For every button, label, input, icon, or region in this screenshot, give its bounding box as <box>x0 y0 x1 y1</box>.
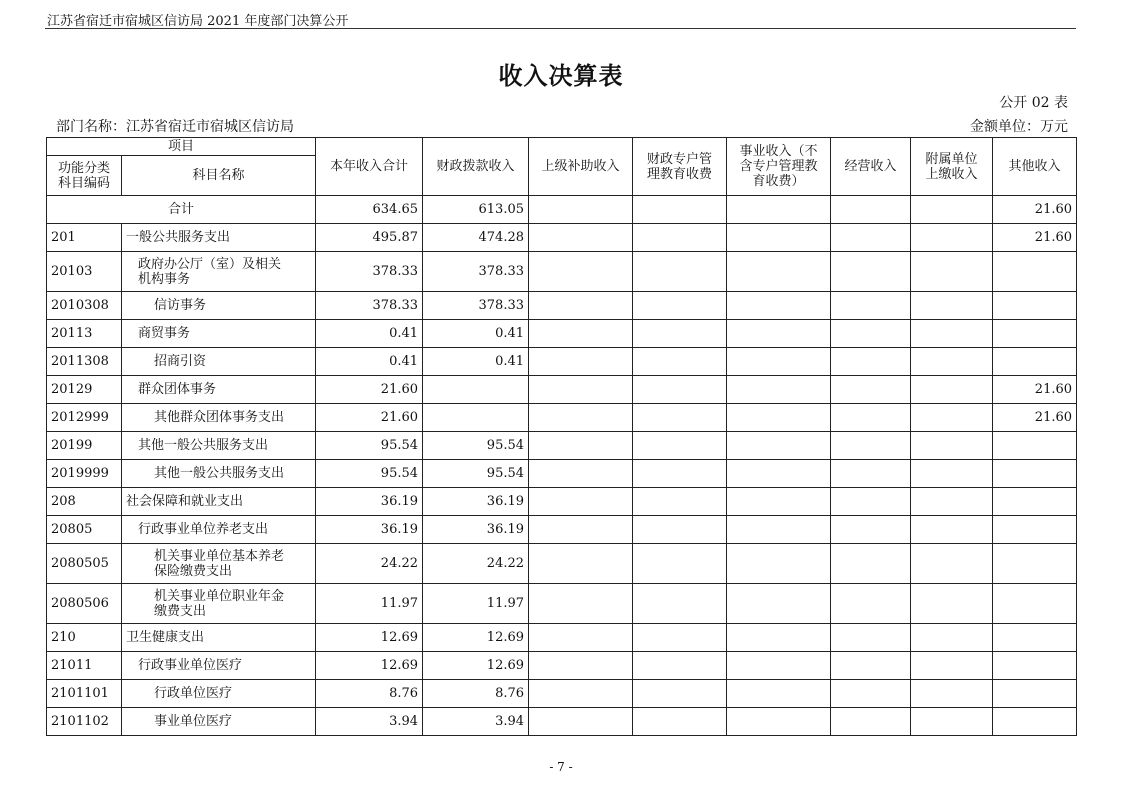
cell-fiscal: 0.41 <box>423 348 529 376</box>
cell-code: 20113 <box>47 320 122 348</box>
cell-total: 21.60 <box>316 376 423 404</box>
cell-code: 201 <box>47 224 122 252</box>
cell-superior <box>529 584 633 624</box>
cell-total: 8.76 <box>316 680 423 708</box>
cell-operating <box>831 516 911 544</box>
cell-code: 2019999 <box>47 460 122 488</box>
cell-other <box>993 348 1077 376</box>
table-row <box>47 544 1077 584</box>
cell-code: 210 <box>47 624 122 652</box>
cell-total: 24.22 <box>316 544 423 584</box>
cell-total: 95.54 <box>316 460 423 488</box>
cell-fiscal: 378.33 <box>423 252 529 292</box>
cell-superior <box>529 624 633 652</box>
cell-superior <box>529 196 633 224</box>
cell-other <box>993 584 1077 624</box>
cell-affiliated <box>911 652 993 680</box>
cell-superior <box>529 652 633 680</box>
cell-code: 208 <box>47 488 122 516</box>
cell-affiliated <box>911 544 993 584</box>
cell-business <box>727 516 831 544</box>
cell-affiliated <box>911 624 993 652</box>
cell-superior <box>529 376 633 404</box>
header-other: 其他收入 <box>993 138 1077 196</box>
header-edu-fee: 财政专户管 理教育收费 <box>633 138 727 196</box>
table-row <box>47 292 1077 320</box>
header-fiscal: 财政拨款收入 <box>423 138 529 196</box>
data-rows <box>47 224 1077 736</box>
cell-edu-fee <box>633 196 727 224</box>
cell-edu-fee <box>633 544 727 584</box>
cell-code: 21011 <box>47 652 122 680</box>
cell-fiscal: 36.19 <box>423 488 529 516</box>
header-affiliated: 附属单位 上缴收入 <box>911 138 993 196</box>
table-row <box>47 252 1077 292</box>
cell-business <box>727 320 831 348</box>
cell-affiliated <box>911 376 993 404</box>
cell-other <box>993 680 1077 708</box>
cell-operating <box>831 196 911 224</box>
cell-business <box>727 488 831 516</box>
cell-affiliated <box>911 708 993 736</box>
cell-subject-name: 政府办公厅（室）及相关 机构事务 <box>122 252 316 292</box>
cell-superior <box>529 404 633 432</box>
cell-affiliated <box>911 320 993 348</box>
cell-affiliated <box>911 196 993 224</box>
cell-other: 21.60 <box>993 196 1077 224</box>
cell-subject-name: 商贸事务 <box>122 320 316 348</box>
cell-superior <box>529 224 633 252</box>
cell-fiscal: 3.94 <box>423 708 529 736</box>
cell-total: 0.41 <box>316 320 423 348</box>
cell-total: 0.41 <box>316 348 423 376</box>
header-subject-name: 科目名称 <box>122 156 316 196</box>
table-row <box>47 624 1077 652</box>
cell-business <box>727 652 831 680</box>
cell-business <box>727 624 831 652</box>
cell-code: 20805 <box>47 516 122 544</box>
income-table <box>46 137 1077 736</box>
cell-subject-name: 机关事业单位职业年金 缴费支出 <box>122 584 316 624</box>
cell-other <box>993 460 1077 488</box>
cell-other: 21.60 <box>993 376 1077 404</box>
cell-other <box>993 432 1077 460</box>
cell-other <box>993 252 1077 292</box>
cell-affiliated <box>911 516 993 544</box>
cell-superior <box>529 544 633 584</box>
table-row <box>47 432 1077 460</box>
cell-subject-name: 其他一般公共服务支出 <box>122 432 316 460</box>
cell-fiscal: 8.76 <box>423 680 529 708</box>
cell-other <box>993 544 1077 584</box>
cell-business <box>727 292 831 320</box>
cell-code: 20103 <box>47 252 122 292</box>
cell-affiliated <box>911 348 993 376</box>
cell-fiscal: 95.54 <box>423 432 529 460</box>
cell-edu-fee <box>633 432 727 460</box>
cell-operating <box>831 224 911 252</box>
page-title: 收入决算表 <box>498 61 624 90</box>
cell-total: 495.87 <box>316 224 423 252</box>
cell-fiscal: 11.97 <box>423 584 529 624</box>
cell-edu-fee <box>633 460 727 488</box>
cell-code: 2012999 <box>47 404 122 432</box>
cell-total: 36.19 <box>316 488 423 516</box>
cell-fiscal: 474.28 <box>423 224 529 252</box>
cell-other <box>993 708 1077 736</box>
cell-superior <box>529 516 633 544</box>
table-row <box>47 652 1077 680</box>
running-header: 江苏省宿迁市宿城区信访局 2021 年度部门决算公开 <box>47 14 349 29</box>
cell-other <box>993 516 1077 544</box>
cell-fiscal: 12.69 <box>423 624 529 652</box>
header-rule <box>45 28 1076 29</box>
cell-operating <box>831 432 911 460</box>
header-superior: 上级补助收入 <box>529 138 633 196</box>
cell-total: 634.65 <box>316 196 423 224</box>
cell-affiliated <box>911 488 993 516</box>
amount-unit: 金额单位：万元 <box>970 119 1068 135</box>
cell-total: 21.60 <box>316 404 423 432</box>
cell-superior <box>529 488 633 516</box>
cell-subject-name: 社会保障和就业支出 <box>122 488 316 516</box>
table-row <box>47 460 1077 488</box>
cell-superior <box>529 292 633 320</box>
cell-affiliated <box>911 584 993 624</box>
header-total-income: 本年收入合计 <box>316 138 423 196</box>
cell-business <box>727 224 831 252</box>
cell-operating <box>831 460 911 488</box>
cell-other <box>993 488 1077 516</box>
cell-other <box>993 320 1077 348</box>
cell-superior <box>529 708 633 736</box>
cell-edu-fee <box>633 708 727 736</box>
cell-operating <box>831 376 911 404</box>
cell-subject-name: 其他一般公共服务支出 <box>122 460 316 488</box>
cell-operating <box>831 708 911 736</box>
cell-fiscal: 613.05 <box>423 196 529 224</box>
cell-operating <box>831 320 911 348</box>
cell-subject-name: 信访事务 <box>122 292 316 320</box>
table-row <box>47 376 1077 404</box>
cell-total: 3.94 <box>316 708 423 736</box>
cell-edu-fee <box>633 652 727 680</box>
cell-superior <box>529 252 633 292</box>
cell-superior <box>529 320 633 348</box>
cell-code: 2101101 <box>47 680 122 708</box>
cell-affiliated <box>911 404 993 432</box>
cell-operating <box>831 252 911 292</box>
table-row <box>47 708 1077 736</box>
cell-fiscal: 24.22 <box>423 544 529 584</box>
cell-total: 12.69 <box>316 624 423 652</box>
cell-fiscal: 0.41 <box>423 320 529 348</box>
cell-edu-fee <box>633 624 727 652</box>
page-number: - 7 - <box>549 760 573 774</box>
cell-other <box>993 292 1077 320</box>
cell-code: 2011308 <box>47 348 122 376</box>
cell-edu-fee <box>633 292 727 320</box>
cell-edu-fee <box>633 404 727 432</box>
cell-total: 378.33 <box>316 292 423 320</box>
cell-other <box>993 624 1077 652</box>
header-project: 项目 <box>47 138 316 156</box>
cell-other <box>993 652 1077 680</box>
table-row <box>47 584 1077 624</box>
cell-business <box>727 680 831 708</box>
cell-total: 378.33 <box>316 252 423 292</box>
cell-business <box>727 376 831 404</box>
cell-edu-fee <box>633 252 727 292</box>
table-row <box>47 680 1077 708</box>
cell-edu-fee <box>633 516 727 544</box>
cell-superior <box>529 348 633 376</box>
cell-code: 2080506 <box>47 584 122 624</box>
cell-subject-name: 事业单位医疗 <box>122 708 316 736</box>
cell-edu-fee <box>633 320 727 348</box>
cell-total: 36.19 <box>316 516 423 544</box>
cell-subject-name: 招商引资 <box>122 348 316 376</box>
cell-subject-name: 机关事业单位基本养老 保险缴费支出 <box>122 544 316 584</box>
cell-business <box>727 432 831 460</box>
cell-fiscal <box>423 376 529 404</box>
cell-other: 21.60 <box>993 224 1077 252</box>
table-row <box>47 516 1077 544</box>
cell-affiliated <box>911 252 993 292</box>
header-func-code: 功能分类 科目编码 <box>47 156 122 196</box>
cell-total: 11.97 <box>316 584 423 624</box>
cell-fiscal <box>423 404 529 432</box>
cell-affiliated <box>911 460 993 488</box>
cell-business <box>727 708 831 736</box>
cell-affiliated <box>911 224 993 252</box>
cell-operating <box>831 544 911 584</box>
cell-edu-fee <box>633 680 727 708</box>
cell-code: 20129 <box>47 376 122 404</box>
cell-subject-name: 其他群众团体事务支出 <box>122 404 316 432</box>
cell-subject-name: 一般公共服务支出 <box>122 224 316 252</box>
table-row <box>47 404 1077 432</box>
table-row <box>47 224 1077 252</box>
cell-subject-name: 群众团体事务 <box>122 376 316 404</box>
cell-business <box>727 252 831 292</box>
cell-business <box>727 196 831 224</box>
cell-business <box>727 404 831 432</box>
cell-subject-name: 卫生健康支出 <box>122 624 316 652</box>
cell-fiscal: 95.54 <box>423 460 529 488</box>
cell-operating <box>831 624 911 652</box>
cell-edu-fee <box>633 348 727 376</box>
cell-edu-fee <box>633 488 727 516</box>
total-row <box>47 196 1077 224</box>
cell-operating <box>831 584 911 624</box>
cell-code: 2101102 <box>47 708 122 736</box>
cell-operating <box>831 348 911 376</box>
header-operating: 经营收入 <box>831 138 911 196</box>
table-row <box>47 488 1077 516</box>
cell-code: 2080505 <box>47 544 122 584</box>
cell-edu-fee <box>633 376 727 404</box>
cell-total: 95.54 <box>316 432 423 460</box>
table-code: 公开 02 表 <box>999 95 1068 111</box>
cell-affiliated <box>911 680 993 708</box>
cell-superior <box>529 680 633 708</box>
cell-edu-fee <box>633 584 727 624</box>
cell-subject-name: 行政事业单位医疗 <box>122 652 316 680</box>
cell-operating <box>831 292 911 320</box>
cell-subject-name: 行政单位医疗 <box>122 680 316 708</box>
cell-operating <box>831 404 911 432</box>
cell-business <box>727 584 831 624</box>
cell-fiscal: 36.19 <box>423 516 529 544</box>
header-business: 事业收入（不 含专户管理教 育收费） <box>727 138 831 196</box>
cell-business <box>727 348 831 376</box>
table-row <box>47 320 1077 348</box>
cell-operating <box>831 652 911 680</box>
cell-edu-fee <box>633 224 727 252</box>
cell-total: 12.69 <box>316 652 423 680</box>
cell-superior <box>529 432 633 460</box>
cell-fiscal: 378.33 <box>423 292 529 320</box>
cell-superior <box>529 460 633 488</box>
cell-subject-name: 行政事业单位养老支出 <box>122 516 316 544</box>
cell-affiliated <box>911 432 993 460</box>
cell-operating <box>831 488 911 516</box>
cell-operating <box>831 680 911 708</box>
cell-affiliated <box>911 292 993 320</box>
cell-code: 20199 <box>47 432 122 460</box>
cell-other: 21.60 <box>993 404 1077 432</box>
cell-code: 2010308 <box>47 292 122 320</box>
cell-business <box>727 544 831 584</box>
total-label: 合计 <box>47 196 316 224</box>
department-name: 部门名称：江苏省宿迁市宿城区信访局 <box>56 119 294 135</box>
table-row <box>47 348 1077 376</box>
cell-fiscal: 12.69 <box>423 652 529 680</box>
cell-business <box>727 460 831 488</box>
